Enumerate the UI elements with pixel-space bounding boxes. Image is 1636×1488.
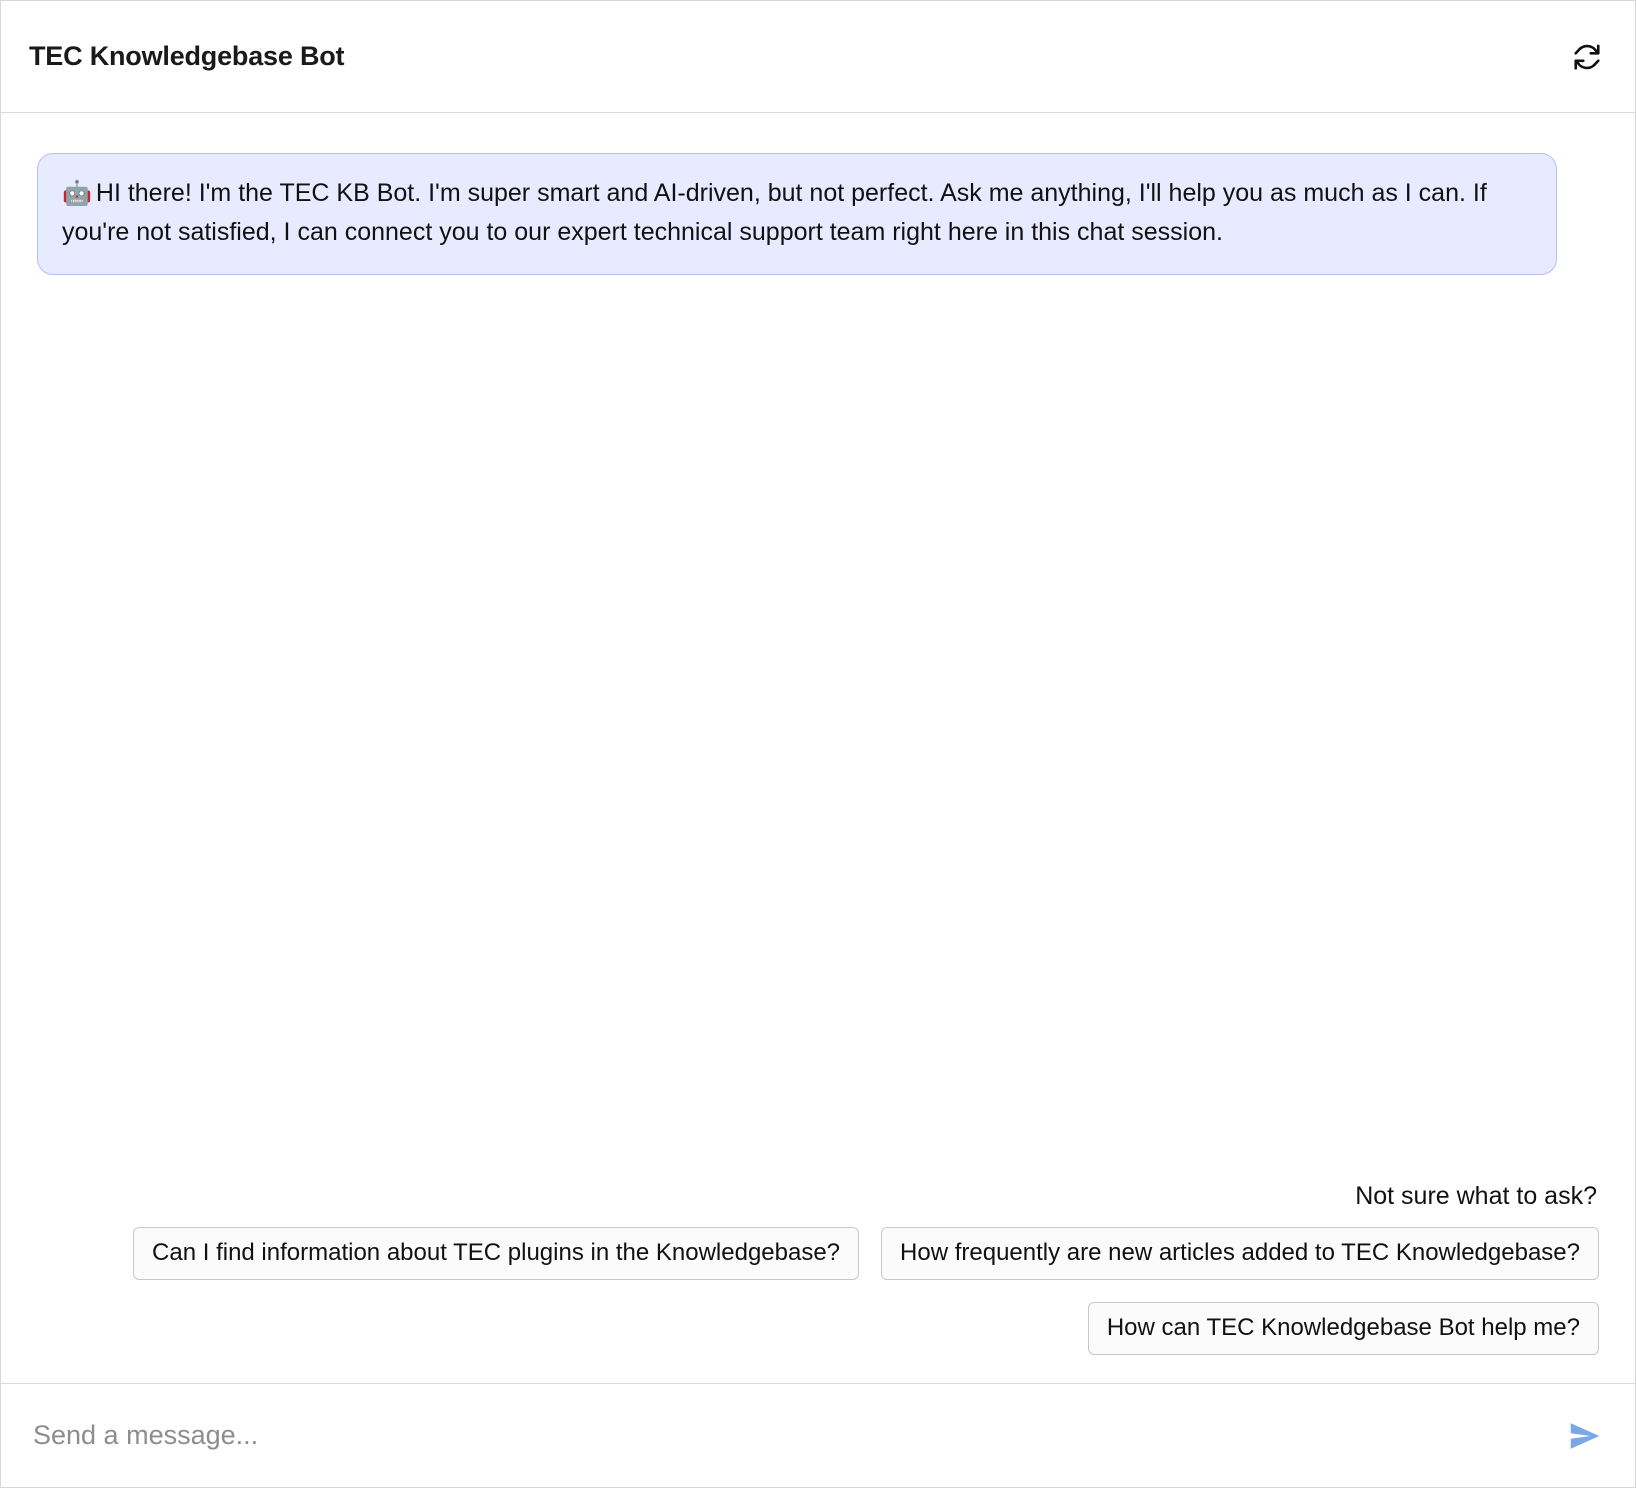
suggestion-chip-2[interactable]: How frequently are new articles added to TEC Knowledgebase? (881, 1227, 1599, 1280)
bot-message-bubble (37, 153, 1557, 275)
robot-icon: 🤖 (62, 180, 92, 207)
suggestion-chip-list (37, 1227, 1599, 1355)
bot-message-text: HI there! I'm the TEC KB Bot. I'm super smart and AI-driven, but not perfect. Ask me anything, I'll help you as much as I can. If you're not satisfied, I can connect you to our expert technical support team right here in this chat session. (62, 179, 1487, 246)
message-input[interactable] (31, 1419, 1561, 1452)
page-title: TEC Knowledgebase Bot (29, 41, 345, 71)
suggestions-label: Not sure what to ask? (1355, 1182, 1597, 1211)
refresh-icon[interactable] (1565, 35, 1609, 79)
suggestion-chip-1[interactable]: Can I find information about TEC plugins in the Knowledgebase? (133, 1227, 859, 1280)
suggestion-chip-3[interactable]: How can TEC Knowledgebase Bot help me? (1088, 1302, 1599, 1355)
messages-area (1, 113, 1635, 1383)
message-row (37, 153, 1599, 275)
send-icon[interactable] (1561, 1412, 1609, 1460)
message-composer (1, 1383, 1635, 1487)
chat-header (1, 1, 1635, 113)
suggestions-section (37, 1182, 1599, 1355)
